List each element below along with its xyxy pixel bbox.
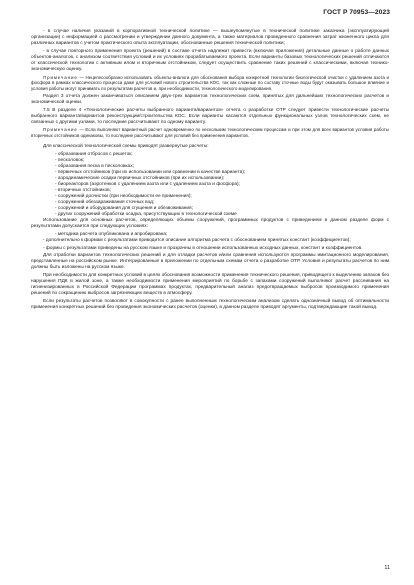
paragraph: 7.5 В разделе 4 «Технологические расчеты выбранного варианта/вариантов» отчета о разработке ОТР следует привести технологические расчеты выбранного варианта/вариантов реконструкции/строительства КОС. Если варианты касаются отдельных функциональных узлов технологических схем, не связанных с другими узлами, то последние рассчитывают по одному варианту.	[31, 107, 389, 125]
paragraph: Использование для основных расчетов, определяющих объемы сооружений, программных продуктов с приведением в данном разделе форм с результатами допускается при следующих условиях:	[31, 218, 389, 230]
list-item: - песколовок;	[55, 157, 85, 163]
list-item: - образования песка в песколовках;	[55, 163, 134, 169]
list-item: - образования отбросов с решеток;	[55, 151, 133, 157]
list-item: - аэродинамические осадки первичных отстойников (при их использовании);	[55, 175, 225, 181]
paragraph: При необходимости для конкретных условий в целях обоснования возможности применения технического решения, приводящего к выделению запахов без нарушения ПДК в жилой зоне, а также необходимости применения мероприятий по борьбе с запахами сооружений выполняют расчет рассеивания на гигиенизированных в Российской Федерации программах продуктах, предварительный анализ предотвращаемых выбросов производимого применения решений по сокращению выбросов загрязняющих веществ в атмосферу.	[31, 272, 389, 297]
paragraph: - в случае наличия указаний в корпоративной технической политике — вышеупомянутые в технической политике заказчика (эксплуатирующей организации) с информацией о рассмотрении и утверждении данного документа, а также материалов проведенного сравнения затрат жизненного цикла для различных вариантов с учетом практического опыта эксплуатации, обоснованные решения технической политики;	[31, 29, 389, 47]
note-paragraph	[31, 75, 389, 92]
list-item: - сооружений доочистки (при необходимости ее применения);	[55, 194, 192, 200]
list-item: - сооружений и оборудования для сгущения и обезвоживания;	[55, 206, 193, 212]
list-item: - первичных отстойников (при их использовании или сравнении в качестве варианта);	[55, 169, 246, 175]
page-number: 11	[384, 565, 390, 571]
list-item: - вторичных отстойников;	[55, 187, 111, 193]
paragraph: - формы с результатами приведены на русском языке и прозрачны в отношении использованных исходных данных, констант и коэффициентов.	[43, 245, 363, 251]
note-label: Примечание	[43, 127, 78, 133]
document-id: ГОСТ Р 70953—2023	[323, 9, 390, 16]
page-body	[31, 29, 389, 312]
paragraph: Для классической технологической схемы приводят развернутые расчеты:	[43, 144, 209, 150]
paragraph: Для отработки вариантов технологических решений и для отладки расчетов и/или сравнения используются программы имитационного моделирования, представленные на российском рынке. Интегрированные в приложении по отдельным схемам отчета о разработке ОТР. Условия и результаты расчетов по ним должны быть изложены на русском языке.	[31, 253, 389, 271]
paragraph: - в случае повторного применения проекта (решений) в составе отчета надлежит привести (включая приложения) детальные данные о работе данных объектов-аналогов, с анализом соответствия условий и их условиях прорабатываемого проекта. Если варианты базовых технологических решений отличаются от классической технологии с активным илом и вторичным отстойником, следует осуществить сравнение таких решений с классическими, включая технико-экономическую оценку.	[31, 48, 389, 72]
note-text: — Если выполняют вариантный расчет одновременно по нескольким технологическим процессам и при этом для всех вариантов условия работы вторичных отстойников одинаковы, то последние рассчитывают для условий без применения вариантов.	[31, 127, 389, 139]
list-item: - других сооружений обработки осадка, присутствующих в технологической схеме	[55, 212, 237, 218]
list-item: - сооружений обеззараживания сточных вод;	[55, 200, 155, 206]
list-item: - биореакторов (аэротенков с удалением азота или с удалением азота и фосфора);	[55, 181, 240, 187]
note-paragraph	[31, 127, 389, 139]
note-text: — Нецелесообразно использовать объекты-аналоги для обоснования выбора конкретной технологии биологической очистки с удалением азота и фосфора в рамках классического процесса даже для условий нового строительства КОС, так как сложные по составу сточные воды будут оказывать большое влияние и условия работы могут принимать по результатам расчетов и, при необходимости, технологического моделирования.	[31, 74, 389, 92]
paragraph: Если результаты расчетов позволяют в совокупности с ранее выполненным технологическим анализом сделать однозначный вывод об оптимальности применения конкретных решений без проведения экономических расчетов (оценки), в данном разделе приводят аргументы, подтверждающие такой вывод.	[31, 298, 389, 310]
note-label: Примечание	[43, 74, 78, 80]
paragraph: Раздел 3 отчета должен заканчиваться описанием двух-трех вариантов технологических схем, принятых для дальнейших технологических расчетов и экономической оценки.	[31, 93, 389, 105]
list-item: - методика расчета опубликована и апробирована;	[55, 231, 168, 237]
paragraph: - дополнительно к формам с результатами приводится описание алгоритма расчета с обоснованием принятых констант (коэффициентов);	[43, 237, 351, 243]
